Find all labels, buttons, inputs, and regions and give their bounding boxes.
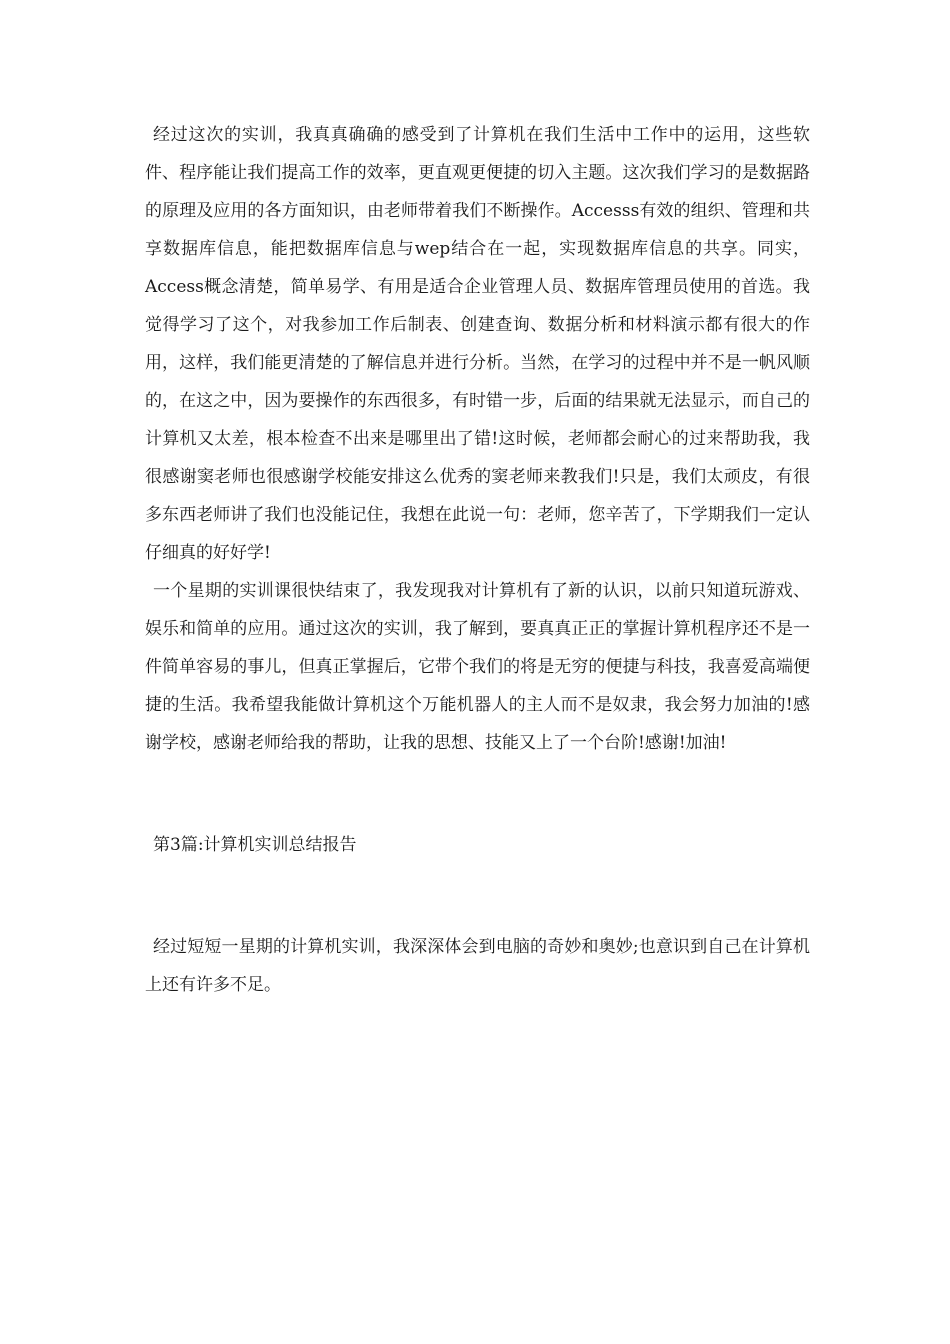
section-heading: 第3篇:计算机实训总结报告 bbox=[153, 835, 357, 855]
paragraph-2: 一个星期的实训课很快结束了，我发现我对计算机有了新的认识，以前只知道玩游戏、娱乐和简单的应用。通过这次的实训，我了解到，要真真正正的掌握计算机程序还不是一件简单容易的事儿，但真正掌握后，它带个我们的将是无穷的便捷与科技，我喜爱高端便捷的生活。我希望我能做计算机这个万能机器人的主人而不是奴隶，我会努力加油的!感谢学校，感谢老师给我的帮助，让我的思想、技能又上了一个台阶!感谢!加油! bbox=[145, 581, 810, 753]
paragraph-1: 经过这次的实训，我真真确确的感受到了计算机在我们生活中工作中的运用，这些软件、程序能让我们提高工作的效率，更直观更便捷的切入主题。这次我们学习的是数据路的原理及应用的各方面知识，由老师带着我们不断操作。Accesss有效的组织、管理和共享数据库信息，能把数据库信息与wep结合在一起，实现数据库信息的共享。同实，Access概念清楚，简单易学、有用是适合企业管理人员、数据库管理员使用的首选。我觉得学习了这个，对我参加工作后制表、创建查询、数据分析和材料演示都有很大的作用，这样，我们能更清楚的了解信息并进行分析。当然，在学习的过程中并不是一帆风顺的，在这之中，因为要操作的东西很多，有时错一步，后面的结果就无法显示，而自己的计算机又太差，根本检查不出来是哪里出了错!这时候，老师都会耐心的过来帮助我，我很感谢窦老师也很感谢学校能安排这么优秀的窦老师来教我们!只是，我们太顽皮，有很多东西老师讲了我们也没能记住，我想在此说一句：老师，您辛苦了，下学期我们一定认仔细真的好好学! bbox=[145, 125, 810, 563]
paragraph-3: 经过短短一星期的计算机实训，我深深体会到电脑的奇妙和奥妙;也意识到自己在计算机上还有许多不足。 bbox=[145, 937, 810, 995]
document-body bbox=[145, 116, 810, 1004]
